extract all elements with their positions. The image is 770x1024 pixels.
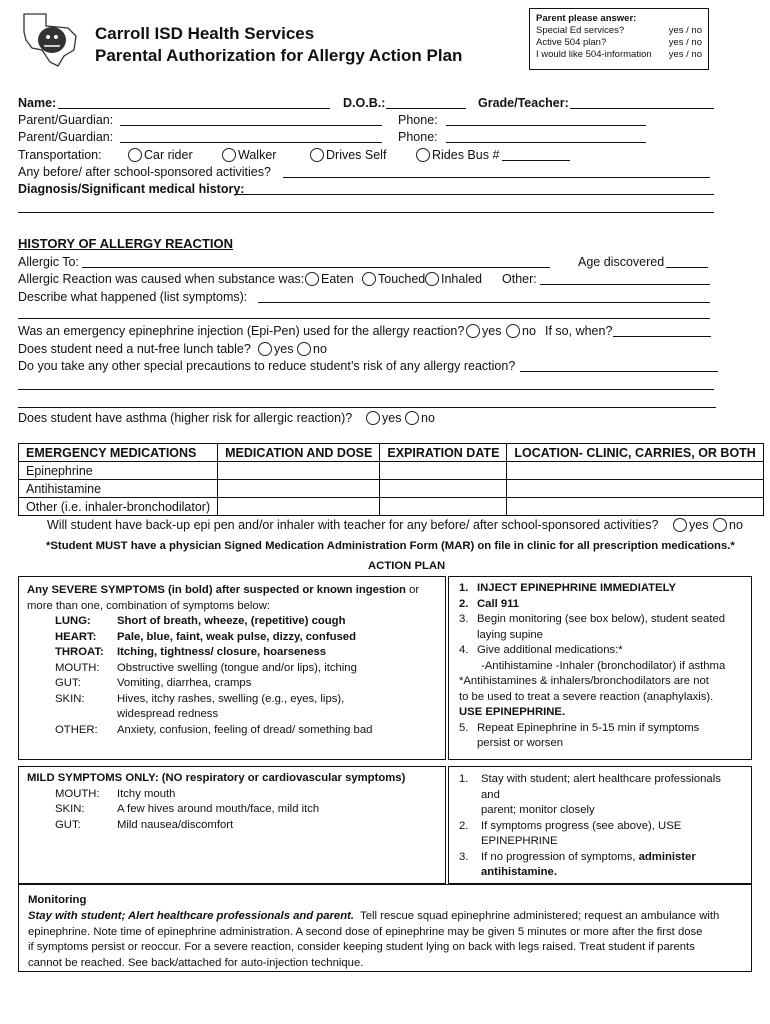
age-discovered-label: Age discovered bbox=[578, 255, 665, 269]
other-field[interactable] bbox=[540, 284, 710, 285]
header-emergency-medications: EMERGENCY MEDICATIONS bbox=[19, 444, 218, 462]
diagnosis-label: Diagnosis/Significant medical history: bbox=[18, 182, 245, 196]
option-inhaled[interactable]: Inhaled bbox=[425, 271, 482, 287]
mild-step-1: 1. Stay with student; alert healthcare professionals and bbox=[459, 773, 721, 801]
table-row bbox=[19, 480, 764, 498]
describe-field-2[interactable] bbox=[18, 318, 710, 319]
header-medication-dose: MEDICATION AND DOSE bbox=[218, 444, 380, 462]
symptom-throat: THROAT: Itching, tightness/ closure, hoarseness bbox=[55, 646, 327, 658]
dob-label: D.O.B.: bbox=[343, 96, 386, 110]
precautions-field-2[interactable] bbox=[18, 389, 714, 390]
allergic-to-field[interactable] bbox=[82, 267, 550, 268]
monitoring-heading: Monitoring bbox=[28, 894, 87, 906]
precautions-field[interactable] bbox=[520, 371, 718, 372]
precautions-question: Do you take any other special precautions to reduce student’s risk of any allergy reaction? bbox=[18, 359, 516, 373]
precautions-field-3[interactable] bbox=[18, 407, 716, 408]
table-cell[interactable] bbox=[218, 462, 380, 480]
symptom-other: OTHER: Anxiety, confusion, feeling of dread/ something bad bbox=[55, 723, 373, 736]
radio-circle-icon[interactable] bbox=[506, 324, 520, 338]
texas-mascot-logo bbox=[18, 10, 80, 68]
phone2-field[interactable] bbox=[446, 142, 646, 143]
describe-label: Describe what happened (list symptoms): bbox=[18, 290, 248, 304]
other-label: Other: bbox=[502, 272, 537, 286]
radio-circle-icon[interactable] bbox=[362, 272, 376, 286]
org-title: Carroll ISD Health Services bbox=[95, 24, 315, 43]
mild-step-1-cont: parent; monitor closely bbox=[481, 804, 595, 816]
mild-symptoms-box bbox=[18, 766, 446, 884]
epi-when-label: If so, when? bbox=[545, 324, 613, 338]
option-drives-self[interactable]: Drives Self bbox=[310, 147, 386, 163]
nut-free-question: Does student need a nut-free lunch table? bbox=[18, 342, 251, 356]
severe-step-5-cont: persist or worsen bbox=[477, 737, 564, 749]
header-location: LOCATION- CLINIC, CARRIES, OR BOTH bbox=[507, 444, 763, 462]
radio-circle-icon[interactable] bbox=[425, 272, 439, 286]
severe-note-2: to be used to treat a severe reaction (anaphylaxis). bbox=[459, 690, 714, 703]
table-cell[interactable] bbox=[507, 498, 763, 516]
monitoring-line-2: epinephrine. Note time of epinephrine administration. A second dose of epinephrine may be given 5 minutes or more after the first dose bbox=[28, 925, 703, 938]
radio-circle-icon[interactable] bbox=[128, 148, 142, 162]
table-cell[interactable] bbox=[380, 498, 507, 516]
age-discovered-field[interactable] bbox=[666, 267, 708, 268]
epi-yes-option[interactable]: yes bbox=[466, 323, 501, 339]
diagnosis-field-2[interactable] bbox=[18, 212, 714, 213]
symptom-mouth: MOUTH: Obstructive swelling (tongue and/or lips), itching bbox=[55, 661, 357, 674]
monitoring-box bbox=[18, 884, 752, 972]
table-cell[interactable] bbox=[507, 462, 763, 480]
option-touched[interactable]: Touched bbox=[362, 271, 425, 287]
option-car-rider[interactable]: Car rider bbox=[128, 147, 193, 163]
info-504-question: I would like 504-information bbox=[536, 49, 652, 60]
action-plan-heading: ACTION PLAN bbox=[368, 560, 446, 572]
asthma-yes-option[interactable]: yes bbox=[366, 410, 401, 426]
history-heading: HISTORY OF ALLERGY REACTION bbox=[18, 236, 234, 251]
table-cell[interactable] bbox=[380, 462, 507, 480]
severe-step-5: 5. Repeat Epinephrine in 5-15 min if symptoms bbox=[459, 721, 700, 734]
table-row bbox=[19, 462, 764, 480]
radio-circle-icon[interactable] bbox=[366, 411, 380, 425]
table-cell[interactable] bbox=[218, 498, 380, 516]
severe-step-2: 2. Call 911 bbox=[459, 597, 520, 610]
mild-step-3-cont: antihistamine. bbox=[481, 866, 557, 878]
monitoring-line-4: cannot be reached. See back/attached for auto-injection technique. bbox=[28, 957, 364, 970]
activities-field[interactable] bbox=[283, 177, 710, 178]
backup-no-option[interactable]: no bbox=[713, 517, 743, 533]
option-eaten[interactable]: Eaten bbox=[305, 271, 354, 287]
guardian2-label: Parent/Guardian: bbox=[18, 130, 114, 144]
mild-step-2-cont: EPINEPHRINE bbox=[481, 835, 558, 847]
symptom-skin: SKIN: Hives, itchy rashes, swelling (e.g., eyes, lips), bbox=[55, 692, 345, 705]
nut-free-yes-option[interactable]: yes bbox=[258, 341, 293, 357]
asthma-no-option[interactable]: no bbox=[405, 410, 435, 426]
severe-steps-box bbox=[448, 576, 752, 760]
monitoring-line-1: Stay with student; Alert healthcare professionals and parent. Tell rescue squad epinephrine administered; request an ambulance with bbox=[28, 909, 720, 922]
parent-box-heading: Parent please answer: bbox=[536, 13, 637, 24]
symptom-gut: GUT: Vomiting, diarrhea, cramps bbox=[55, 677, 252, 689]
header-expiration-date: EXPIRATION DATE bbox=[380, 444, 507, 462]
guardian2-field[interactable] bbox=[120, 142, 382, 143]
mild-step-3: 3. If no progression of symptoms, administer bbox=[459, 850, 696, 863]
mild-symptom-mouth: MOUTH: Itchy mouth bbox=[55, 787, 176, 800]
dob-field[interactable] bbox=[386, 108, 466, 109]
table-cell[interactable] bbox=[380, 480, 507, 498]
parent-answer-box bbox=[529, 8, 709, 70]
radio-circle-icon[interactable] bbox=[713, 518, 727, 532]
severe-note-3: USE EPINEPHRINE. bbox=[459, 706, 566, 718]
radio-circle-icon[interactable] bbox=[416, 148, 430, 162]
guardian1-field[interactable] bbox=[120, 125, 382, 126]
option-walker[interactable]: Walker bbox=[222, 147, 276, 163]
monitoring-line-3: if symptoms persist or reoccur. For a severe reaction, consider keeping student lying on back with legs raised. Treat student if parents bbox=[28, 941, 695, 954]
table-cell[interactable] bbox=[507, 480, 763, 498]
radio-circle-icon[interactable] bbox=[297, 342, 311, 356]
backup-question: Will student have back-up epi pen and/or inhaler with teacher for any before/ after school-sponsored activities? bbox=[47, 518, 659, 532]
nut-free-no-option[interactable]: no bbox=[297, 341, 327, 357]
row-label-epinephrine: Epinephrine bbox=[19, 462, 218, 480]
mild-symptom-skin: SKIN: A few hives around mouth/face, mild itch bbox=[55, 803, 320, 815]
severe-step-3: 3. Begin monitoring (see box below), student seated bbox=[459, 613, 726, 625]
radio-circle-icon[interactable] bbox=[222, 148, 236, 162]
diagnosis-field[interactable] bbox=[236, 194, 714, 195]
describe-field[interactable] bbox=[258, 302, 710, 303]
name-field[interactable] bbox=[58, 108, 330, 109]
radio-circle-icon[interactable] bbox=[466, 324, 480, 338]
special-ed-answer[interactable]: yes / no bbox=[668, 25, 702, 36]
table-header-row bbox=[19, 444, 764, 462]
special-ed-question: Special Ed services? bbox=[536, 25, 625, 36]
symptom-lung: LUNG: Short of breath, wheeze, (repetitive) cough bbox=[55, 615, 346, 627]
severe-step-4-cont: -Antihistamine -Inhaler (bronchodilator) if asthma bbox=[481, 659, 726, 672]
activities-label: Any before/ after school-sponsored activities? bbox=[18, 165, 271, 179]
mar-note: *Student MUST have a physician Signed Medication Administration Form (MAR) on file in clinic for all prescription medications.* bbox=[46, 540, 735, 552]
symptom-heart: HEART: Pale, blue, faint, weak pulse, dizzy, confused bbox=[55, 630, 356, 643]
backup-yes-option[interactable]: yes bbox=[673, 517, 708, 533]
symptom-skin-cont: widespread redness bbox=[117, 708, 219, 720]
severe-step-3-cont: laying supine bbox=[477, 628, 543, 641]
severe-intro-bold: Any SEVERE SYMPTOMS (in bold) after suspected or known ingestion bbox=[27, 584, 406, 596]
radio-circle-icon[interactable] bbox=[305, 272, 319, 286]
radio-circle-icon[interactable] bbox=[310, 148, 324, 162]
name-label: Name: bbox=[18, 96, 57, 110]
severe-symptoms-box bbox=[18, 576, 446, 760]
guardian1-label: Parent/Guardian: bbox=[18, 113, 114, 127]
row-label-antihistamine: Antihistamine bbox=[19, 480, 218, 498]
epi-no-option[interactable]: no bbox=[506, 323, 536, 339]
medications-table bbox=[18, 443, 764, 516]
mild-symptom-gut: GUT: Mild nausea/discomfort bbox=[55, 818, 234, 831]
plan-504-answer[interactable]: yes / no bbox=[668, 37, 702, 48]
row-label-other: Other (i.e. inhaler-bronchodilator) bbox=[19, 498, 218, 516]
table-row bbox=[19, 498, 764, 516]
transport-label: Transportation: bbox=[18, 148, 102, 162]
grade-field[interactable] bbox=[570, 108, 714, 109]
severe-note-1: *Antihistamines & inhalers/bronchodilators are not bbox=[459, 675, 709, 687]
grade-label: Grade/Teacher: bbox=[478, 96, 569, 110]
form-title: Parental Authorization for Allergy Action Plan bbox=[95, 46, 463, 65]
table-cell[interactable] bbox=[218, 480, 380, 498]
allergic-to-label: Allergic To: bbox=[18, 255, 79, 269]
mild-step-2: 2. If symptoms progress (see above), USE bbox=[459, 819, 682, 832]
radio-circle-icon[interactable] bbox=[673, 518, 687, 532]
plan-504-question: Active 504 plan? bbox=[536, 37, 607, 48]
info-504-answer[interactable]: yes / no bbox=[668, 49, 702, 60]
radio-circle-icon[interactable] bbox=[258, 342, 272, 356]
phone2-label: Phone: bbox=[398, 130, 438, 144]
mild-steps-box bbox=[448, 766, 752, 884]
severe-step-4: 4. Give additional medications:* bbox=[459, 644, 623, 656]
caused-label: Allergic Reaction was caused when substance was: bbox=[18, 272, 305, 286]
epi-question: Was an emergency epinephrine injection (Epi-Pen) used for the allergy reaction? bbox=[18, 324, 465, 338]
epi-when-field[interactable] bbox=[613, 336, 711, 337]
bus-number-field[interactable] bbox=[502, 160, 570, 161]
phone1-label: Phone: bbox=[398, 113, 438, 127]
asthma-question: Does student have asthma (higher risk for allergic reaction)? bbox=[18, 411, 353, 425]
phone1-field[interactable] bbox=[446, 125, 646, 126]
radio-circle-icon[interactable] bbox=[405, 411, 419, 425]
mild-intro: MILD SYMPTOMS ONLY: (NO respiratory or cardiovascular symptoms) bbox=[27, 772, 406, 784]
option-rides-bus[interactable]: Rides Bus # bbox=[416, 147, 499, 163]
severe-intro-rest: or more than one, combination of symptoms below: bbox=[27, 584, 420, 612]
severe-step-1: 1. INJECT EPINEPHRINE IMMEDIATELY bbox=[459, 582, 676, 594]
